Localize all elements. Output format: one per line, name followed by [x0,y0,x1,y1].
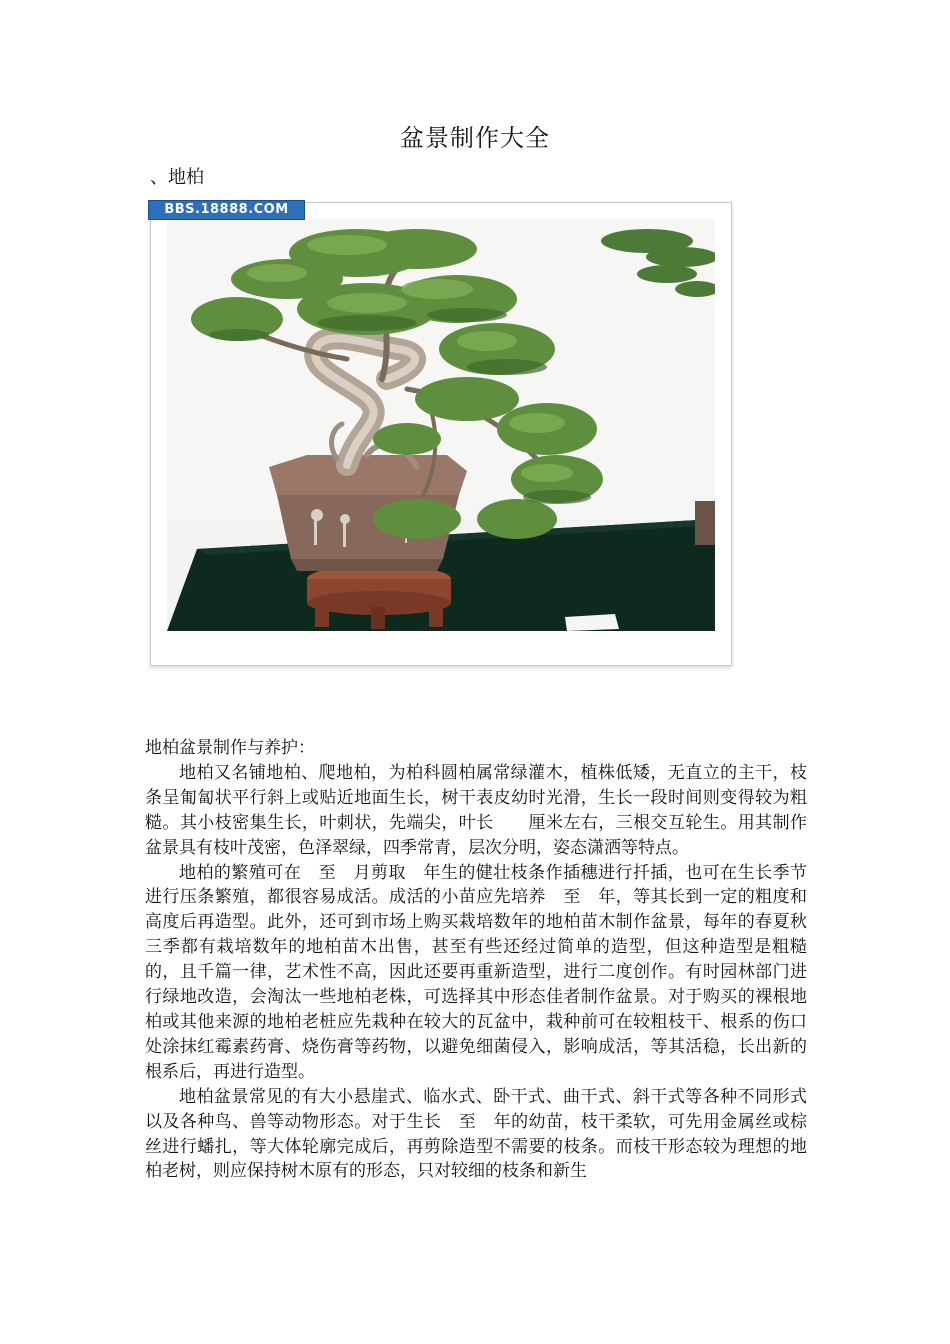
paragraph-3: 地柏盆景常见的有大小悬崖式、临水式、卧干式、曲干式、斜干式等各种不同形式以及各种鸟、兽等动物形态。对于生长 至 年的幼苗，枝干柔软，可先用金属丝或棕丝进行蟠扎，等大体轮廓完成后，再剪除造型不需要的枝条。而枝干形态较为理想的地柏老树，则应保持树木原有的形态，只对较细的枝条和新生 [145,1086,807,1182]
watermark-badge: BBS.18888.COM [148,200,305,220]
paragraph-2: 地柏的繁殖可在 至 月剪取 年生的健壮枝条作插穗进行扦插，也可在生长季节进行压条繁殖，都很容易成活。成活的小苗应先培养 至 年，等其长到一定的粗度和高度后再造型。此外，还可到市场上购买栽培数年的地柏苗木制作盆景，每年的春夏秋三季都有栽培数年的地柏苗木出售，甚至有些还经过简单的造型，但这种造型是粗糙的，且千篇一律，艺术性不高，因此还要再重新造型，进行二度创作。有时园林部门进行绿地改造，会淘汰一些地柏老株，可选择其中形态佳者制作盆景。对于购买的裸根地柏或其他来源的地柏老桩应先栽种在较大的瓦盆中，栽种前可在较粗枝干、根系的伤口处涂抹红霉素药膏、烧伤膏等药物，以避免细菌侵入，影响成活，等其活稳，长出新的根系后，再进行造型。 [145,862,807,1082]
page-title: 盆景制作大全 [400,124,550,152]
paragraph-1: 地柏又名铺地柏、爬地柏，为柏科圆柏属常绿灌木，植株低矮，无直立的主干，枝条呈匍匐状平行斜上或贴近地面生长，树干表皮幼时光滑，生长一段时间则变得较为粗糙。其小枝密集生长，叶刺状，先端尖，叶长 厘米左右，三根交互轮生。用其制作盆景具有枝叶茂密，色泽翠绿，四季常青，层次分明，姿态潇洒等特点。 [145,762,807,858]
bonsai-photo [150,202,732,666]
article-body [145,736,807,1184]
bonsai-photo-image [167,219,715,631]
section-heading: 、地柏 [150,167,204,188]
bonsai-illustration [167,219,715,631]
pot-stand [307,565,451,629]
article-subheading: 地柏盆景制作与养护： [145,738,315,758]
